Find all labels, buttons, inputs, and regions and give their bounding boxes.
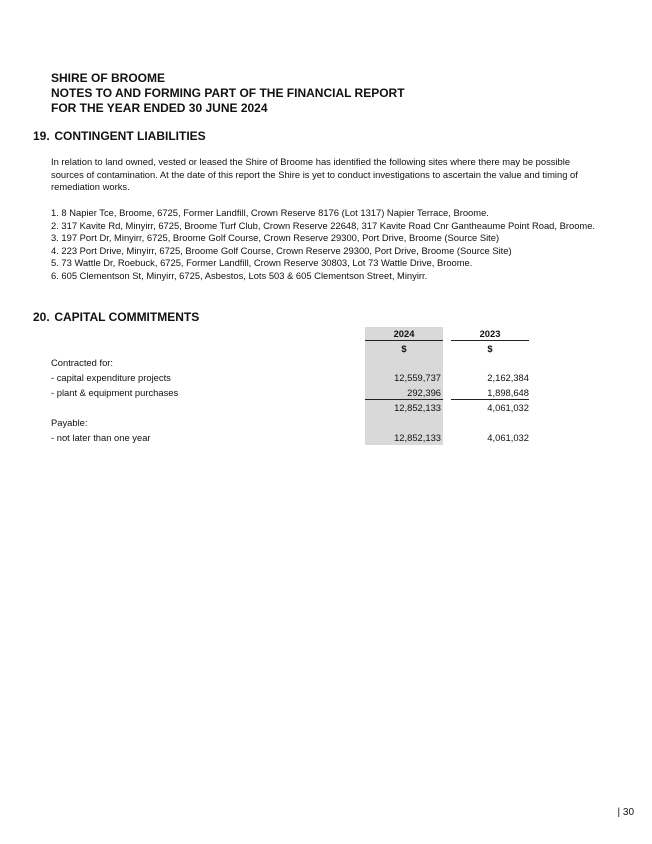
section-20-heading [33, 310, 199, 324]
site-item: 1. 8 Napier Tce, Broome, 6725, Former Landfill, Crown Reserve 8176 (Lot 1317) Napier Terrace, Broome. [51, 207, 489, 218]
plant-2023-value: 1,898,648 [487, 387, 529, 398]
capex-2024-value: 12,559,737 [394, 372, 441, 383]
not-later-label: - not later than one year [51, 432, 151, 443]
header-rule-2023 [451, 340, 529, 341]
contracted-for-label: Contracted for: [51, 357, 114, 368]
site-item: 4. 223 Port Drive, Minyirr, 6725, Broome Golf Course, Crown Reserve 29300, Port Drive, Broome (Source Site) [51, 244, 512, 256]
site-item: 6. 605 Clementson St, Minyirr, 6725, Asbestos, Lots 503 & 605 Clementson Street, Minyirr. [51, 269, 428, 281]
total-2024-value: 12,852,133 [394, 402, 441, 413]
column-header-2023: 2023 [479, 328, 501, 339]
contamination-sites-list [51, 207, 596, 283]
total-2023-value: 4,061,032 [487, 402, 529, 413]
page-number: | 30 [617, 807, 634, 818]
section-19-number: 19. [33, 129, 50, 143]
site-item: 5. 73 Wattle Dr, Roebuck, 6725, Former Landfill, Crown Reserve 30803, Lot 73 Wattle Drive, Broome. [51, 257, 473, 269]
capex-label: - capital expenditure projects [51, 372, 171, 383]
capex-2023-value: 2,162,384 [487, 372, 529, 383]
header-period: FOR THE YEAR ENDED 30 JUNE 2024 [51, 101, 268, 115]
currency-2023: $ [487, 343, 493, 354]
site-item: 3. 197 Port Dr, Minyirr, 6725, Broome Golf Course, Crown Reserve 29300, Port Drive, Broome (Source Site) [51, 232, 500, 244]
currency-2024: $ [401, 343, 407, 354]
column-header-2024: 2024 [393, 328, 415, 339]
site-item: 2. 317 Kavite Rd, Minyirr, 6725, Broome Turf Club, Crown Reserve 22648, 317 Kavite Road Cnr Gantheaume Point Road, Broome. [51, 219, 596, 231]
payable-label: Payable: [51, 417, 88, 428]
header-rule-2024 [365, 340, 443, 341]
section-20-number: 20. [33, 310, 50, 324]
subtotal-rule-2024 [365, 399, 443, 400]
plant-2024-value: 292,396 [407, 387, 441, 398]
plant-label: - plant & equipment purchases [51, 387, 179, 398]
subtotal-rule-2023 [451, 399, 529, 400]
section-19-paragraph: In relation to land owned, vested or leased the Shire of Broome has identified the following sites where there may be possible sources of contamination. At the date of this report the Shire is yet to conduct investigations to ascertain the value and timing of remediation works. [51, 156, 578, 193]
section-19-title: CONTINGENT LIABILITIES [54, 129, 206, 143]
section-20-title: CAPITAL COMMITMENTS [54, 310, 200, 324]
section-19-heading [33, 129, 206, 143]
header-shire-name: SHIRE OF BROOME [51, 71, 166, 85]
not-later-2024-value: 12,852,133 [394, 432, 441, 443]
not-later-2023-value: 4,061,032 [487, 432, 529, 443]
header-report-title: NOTES TO AND FORMING PART OF THE FINANCIAL REPORT [51, 86, 405, 100]
report-header [51, 71, 405, 116]
